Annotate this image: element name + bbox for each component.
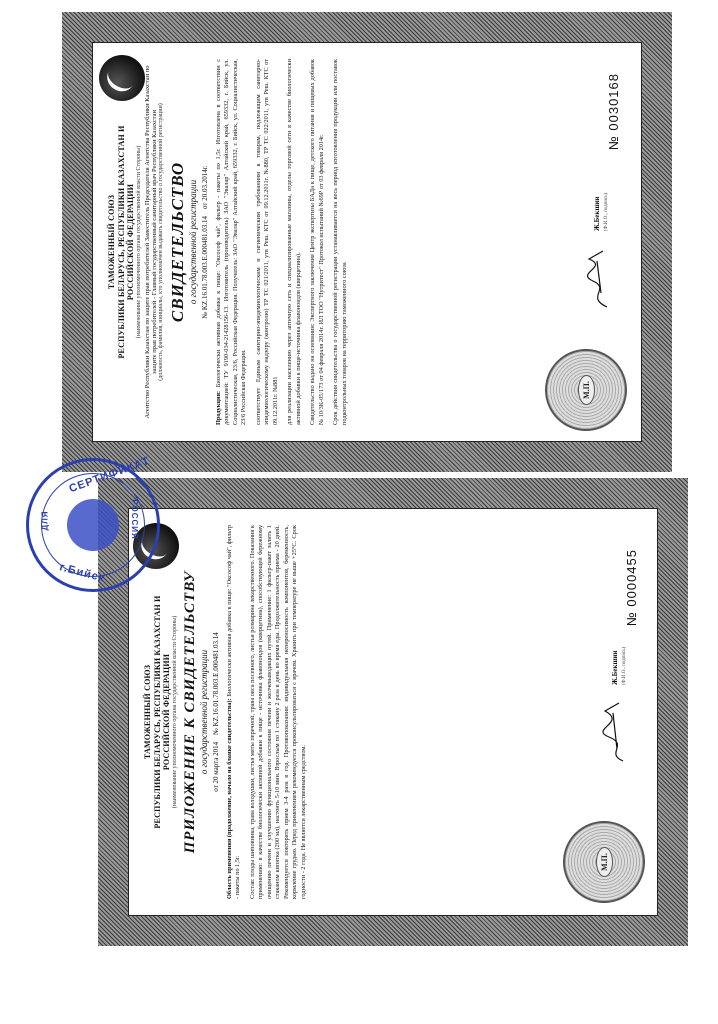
certificate-title: СВИДЕТЕЛЬСТВО (167, 161, 187, 323)
certificate-subtitle: о государственной регистрации (187, 179, 198, 305)
appendix-rotated-content (129, 509, 657, 915)
appendix-number: KZ.16.01.78.003.Е.000481.03.14 (211, 632, 220, 727)
appendix-scope (226, 525, 243, 899)
appendix-authority-caption: (наименование уполномоченного органа государственной власти Стороны) (171, 615, 178, 809)
certificate-purpose-text: для реализации населению через аптечную сеть и специализированные магазины, отделы торговой сети в качестве биологически активной добавки к пище-источника флавоноидов (кверцетина). (286, 59, 302, 425)
certificate-number-line (201, 59, 209, 425)
certificate-product-text: Биологически активная добавка к пище: "Оксософ чай", фильтр - пакеты по 1,5г. Изготовлена в соответствии с документацией: ТУ 9190-034-21428156-13. Изготовитель (производитель) ЗАО "Эвалар" Алтайский край, 659332, г. Бийск, ул. Социалистическая, 23/6, Российская Федерация. Получатель: ЗАО "Эвалар" Алтайский край, 659332, г. Бийск, ул. Социалистическая, 23/6 Российская Федерация. (214, 58, 248, 425)
appendix-signer: Ж.Бекшин (611, 650, 619, 685)
appendix-signature (599, 695, 633, 765)
certificate-authority: Агентство Республики Казахстан по защите прав потребителей Заместитель Председателя Агентства Республики Казахстан по защите прав потребителей - Главный государственный санитарный врач Республики Казахстан (143, 65, 158, 419)
appendix-scope-label: Область применения (продолжение, начало на бланке свидетельства): (225, 698, 233, 899)
certificate-union: ТАМОЖЕННЫЙ СОЮЗ (107, 194, 116, 290)
appendix-seal (563, 821, 645, 903)
blue-stamp-bottom-text: г.Бийск (58, 561, 107, 585)
appendix-composition-text: Состав: плоды шиповника, трава володушки, листья мяты перечной, трава овса посевного, листья розмарина лекарственного. Показания к применению: в качестве биологически активной добавки к пище - источника флавоноидов (кверцетина), способствующей бережному очищению печени и улучшению функционального состояния печени и желчевыводящих путей. Применение: 1 фильтр-пакет залить 1 стаканом кипятка (200 мл), настоять 5-10 мин. Взрослым по 1 стакану 2 раза в день во время еды. Продолжительность приема - 20 дней. Рекомендуется повторять прием 3-4 раза в год. Противопоказания: индивидуальная непереносимость компонентов, беременность, кормление грудью. Перед применением рекомендуется проконсультироваться с врачом. Хранить при температуре не выше +25°С. Срок годности - 2 года. Не является лекарственным средством. (248, 525, 307, 899)
certificate-issued-text: Свидетельство выдано на основании: Экспертного заключения Центр экспертизы БАДа к пище, детского питания и пищевых добавок № 10/3К-05/173 от 04 февраля 2014г. ИЛ ТОО "Нутритест" Протокол испытаний №69Р от 03 февраля 2014г. (309, 59, 325, 425)
certificate-compliance-text: соответствует Единым санитарно-эпидемиологическим и гигиеническим требованиям к товарам, подлежащим санитарно-эпидемиологическому надзору (контролю) ТР ТС 021/2011, утв Реш. КТС от 09.12.2011г. №880, ТР ТС 022/2011, утв Реш. КТС от 09.12.2011г. №881 (254, 59, 279, 425)
appendix-countries: РЕСПУБЛИКИ БЕЛАРУСЬ, РЕСПУБЛИКИ КАЗАХСТАН И РОССИЙСКОЙ ФЕДЕРАЦИИ (152, 595, 172, 829)
certificate-document (62, 12, 672, 472)
certificate-signer: Ж.Бекшин (593, 196, 601, 231)
certificate-number: KZ.16.01.78.003.Е.000481.03.14 (200, 216, 209, 311)
blue-copy-stamp (26, 454, 160, 592)
blue-stamp-right-text: РОССИЯ (130, 499, 140, 540)
appendix-inner (128, 508, 658, 916)
appendix-number-line (212, 525, 220, 899)
appendix-signer-caption: (Ф.И.О., подпись) (622, 646, 627, 685)
certificate-rotated-content (93, 43, 641, 441)
customs-union-logo-icon (99, 55, 145, 101)
appendix-document (98, 478, 688, 946)
blue-stamp-emblem-icon (67, 499, 119, 551)
appendix-month: марта (211, 757, 220, 775)
certificate-date: 20.03.2014г. (200, 165, 209, 201)
certificate-validity-text: Срок действия свидетельства о государственной регистрации устанавливается на весь период изготовления продукции или поставок подконтрольных товаров на территорию таможенного союза (332, 59, 348, 425)
certificate-signer-caption: (Ф.И.О., подпись) (604, 192, 609, 231)
appendix-day: 20 (211, 776, 220, 784)
certificate-seal-text: М.П. (578, 375, 595, 405)
appendix-union: ТАМОЖЕННЫЙ СОЮЗ (143, 664, 152, 760)
certificate-authority-caption: (наименование уполномоченного органа государственной власти Стороны) (135, 145, 142, 339)
certificate-authority-caption2: (должность, фамилия, инициалы, кто уполномочен выдавать свидетельство о государственной регистрации) (157, 103, 164, 381)
appendix-year: 2014 (211, 741, 220, 756)
certificate-number-prefix: № (200, 311, 209, 319)
certificate-product (215, 59, 249, 425)
certificate-seal (545, 349, 627, 431)
certificate-serial: № 0030168 (606, 73, 621, 151)
certificate-product-label: Продукция: (214, 390, 222, 425)
certificate-countries: РЕСПУБЛИКИ БЕЛАРУСЬ, РЕСПУБЛИКИ КАЗАХСТАН И РОССИЙСКОЙ ФЕДЕРАЦИИ (116, 125, 136, 359)
appendix-subtitle: о государственной регистрации (198, 649, 209, 775)
appendix-title: ПРИЛОЖЕНИЕ К СВИДЕТЕЛЬСТВУ (181, 570, 198, 854)
certificate-inner (92, 42, 642, 442)
appendix-seal-text: М.П. (596, 847, 613, 877)
appendix-date-prefix: от (211, 785, 220, 792)
blue-stamp-top-text: СЕРТИФИКАТ (67, 454, 152, 496)
blue-stamp-left-text: ДЛЯ (40, 510, 50, 531)
certificate-signature (581, 241, 615, 311)
appendix-scope-text: Биологически активная добавка к пище: "Оксософ чай", фильтр - пакеты по 1,5г. (225, 525, 242, 899)
appendix-number-prefix: № (211, 728, 220, 735)
certificate-date-prefix: от (200, 202, 209, 210)
appendix-serial: № 0000455 (624, 549, 639, 627)
